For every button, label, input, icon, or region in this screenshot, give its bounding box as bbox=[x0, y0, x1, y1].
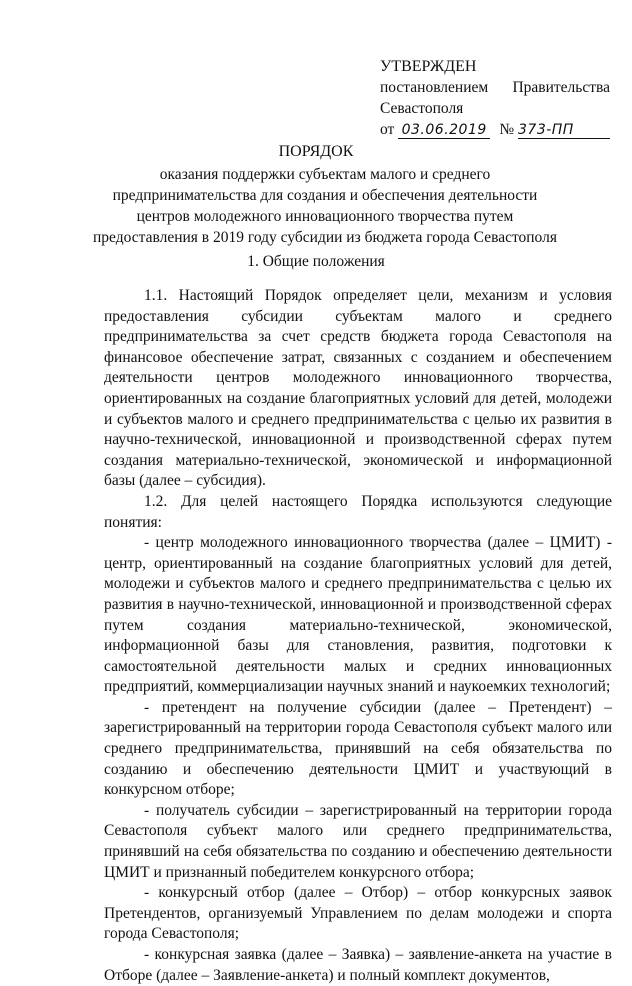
paragraph: 1.1. Настоящий Порядок определяет цели, механизм и условия предоставления субсидии субъектам малого и среднего предпринимательства за счет средств бюджета города Севастополя на финансовое обеспечение затрат, связанных с созданием и обеспечением деятельности центров молодежного инновационного творчества, ориентированных на создание благоприятных условий для детей, молодежи и субъектов малого и среднего предпринимательства с целью их развития в научно-технической, инновационной и производственной сферах путем создания материально-технической, экономической и информационной базы (далее – субсидия). bbox=[104, 287, 612, 490]
paragraph: - центр молодежного инновационного творчества (далее – ЦМИТ) - центр, ориентированный на создание благоприятных условий для детей, молодежи и субъектов малого и среднего предпринимательства с целью их развития в научно-технической, инновационной и производственной сферах путем создания материально-технической, экономической, информационной базы для становления, развития, подготовки к самостоятельной деятельности малых и средних инновационных предприятий, коммерциализации научных знаний и наукоемких технологий; bbox=[104, 534, 612, 696]
approval-date: 03.06.2019 bbox=[398, 122, 490, 139]
paragraph: - получатель субсидии – зарегистрированный на территории города Севастополя субъект малого или среднего предпринимательства, принявший на себя обязательства по созданию и обеспечению деятельности ЦМИТ и признанный победителем конкурсного отбора; bbox=[104, 801, 612, 881]
approval-block bbox=[380, 56, 610, 140]
paragraph: - претендент на получение субсидии (далее – Претендент) – зарегистрированный на территории города Севастополя субъект малого или среднего предпринимательства, принявший на себя обязательства по созданию и обеспечению деятельности ЦМИТ и участвующий в конкурсном отборе; bbox=[104, 698, 612, 799]
document-subtitle: оказания поддержки субъектам малого и среднего предпринимательства для создания и обеспечения деятельности центров молодежного инновационного творчества путем предоставления в 2019 году субсидии из бюджета города Севастополя bbox=[93, 166, 557, 246]
paragraph: - конкурсная заявка (далее – Заявка) – заявление-анкета на участие в Отборе (далее – Заявление-анкета) и полный комплект документов, bbox=[104, 946, 612, 984]
number-prefix: № bbox=[499, 121, 515, 138]
approval-line-2: Севастополя bbox=[380, 100, 464, 117]
approval-line-1-right: Правительства bbox=[512, 79, 610, 96]
paragraph: 1.2. Для целей настоящего Порядка используются следующие понятия: bbox=[104, 492, 612, 531]
document-body bbox=[104, 286, 612, 986]
document-title: ПОРЯДОК bbox=[278, 143, 354, 160]
approval-date-line bbox=[380, 119, 610, 140]
approval-line-1-left: постановлением bbox=[380, 79, 489, 96]
approval-line-1 bbox=[380, 77, 610, 98]
date-prefix: от bbox=[380, 121, 395, 138]
paragraph: - конкурсный отбор (далее – Отбор) – отбор конкурсных заявок Претендентов, организуемый Управлением по делам молодежи и спорта города Севастополя; bbox=[104, 884, 612, 943]
approval-heading: УТВЕРЖДЕН bbox=[380, 58, 477, 75]
approval-number: 373-ПП bbox=[518, 122, 610, 139]
section-heading: 1. Общие положения bbox=[247, 253, 385, 270]
